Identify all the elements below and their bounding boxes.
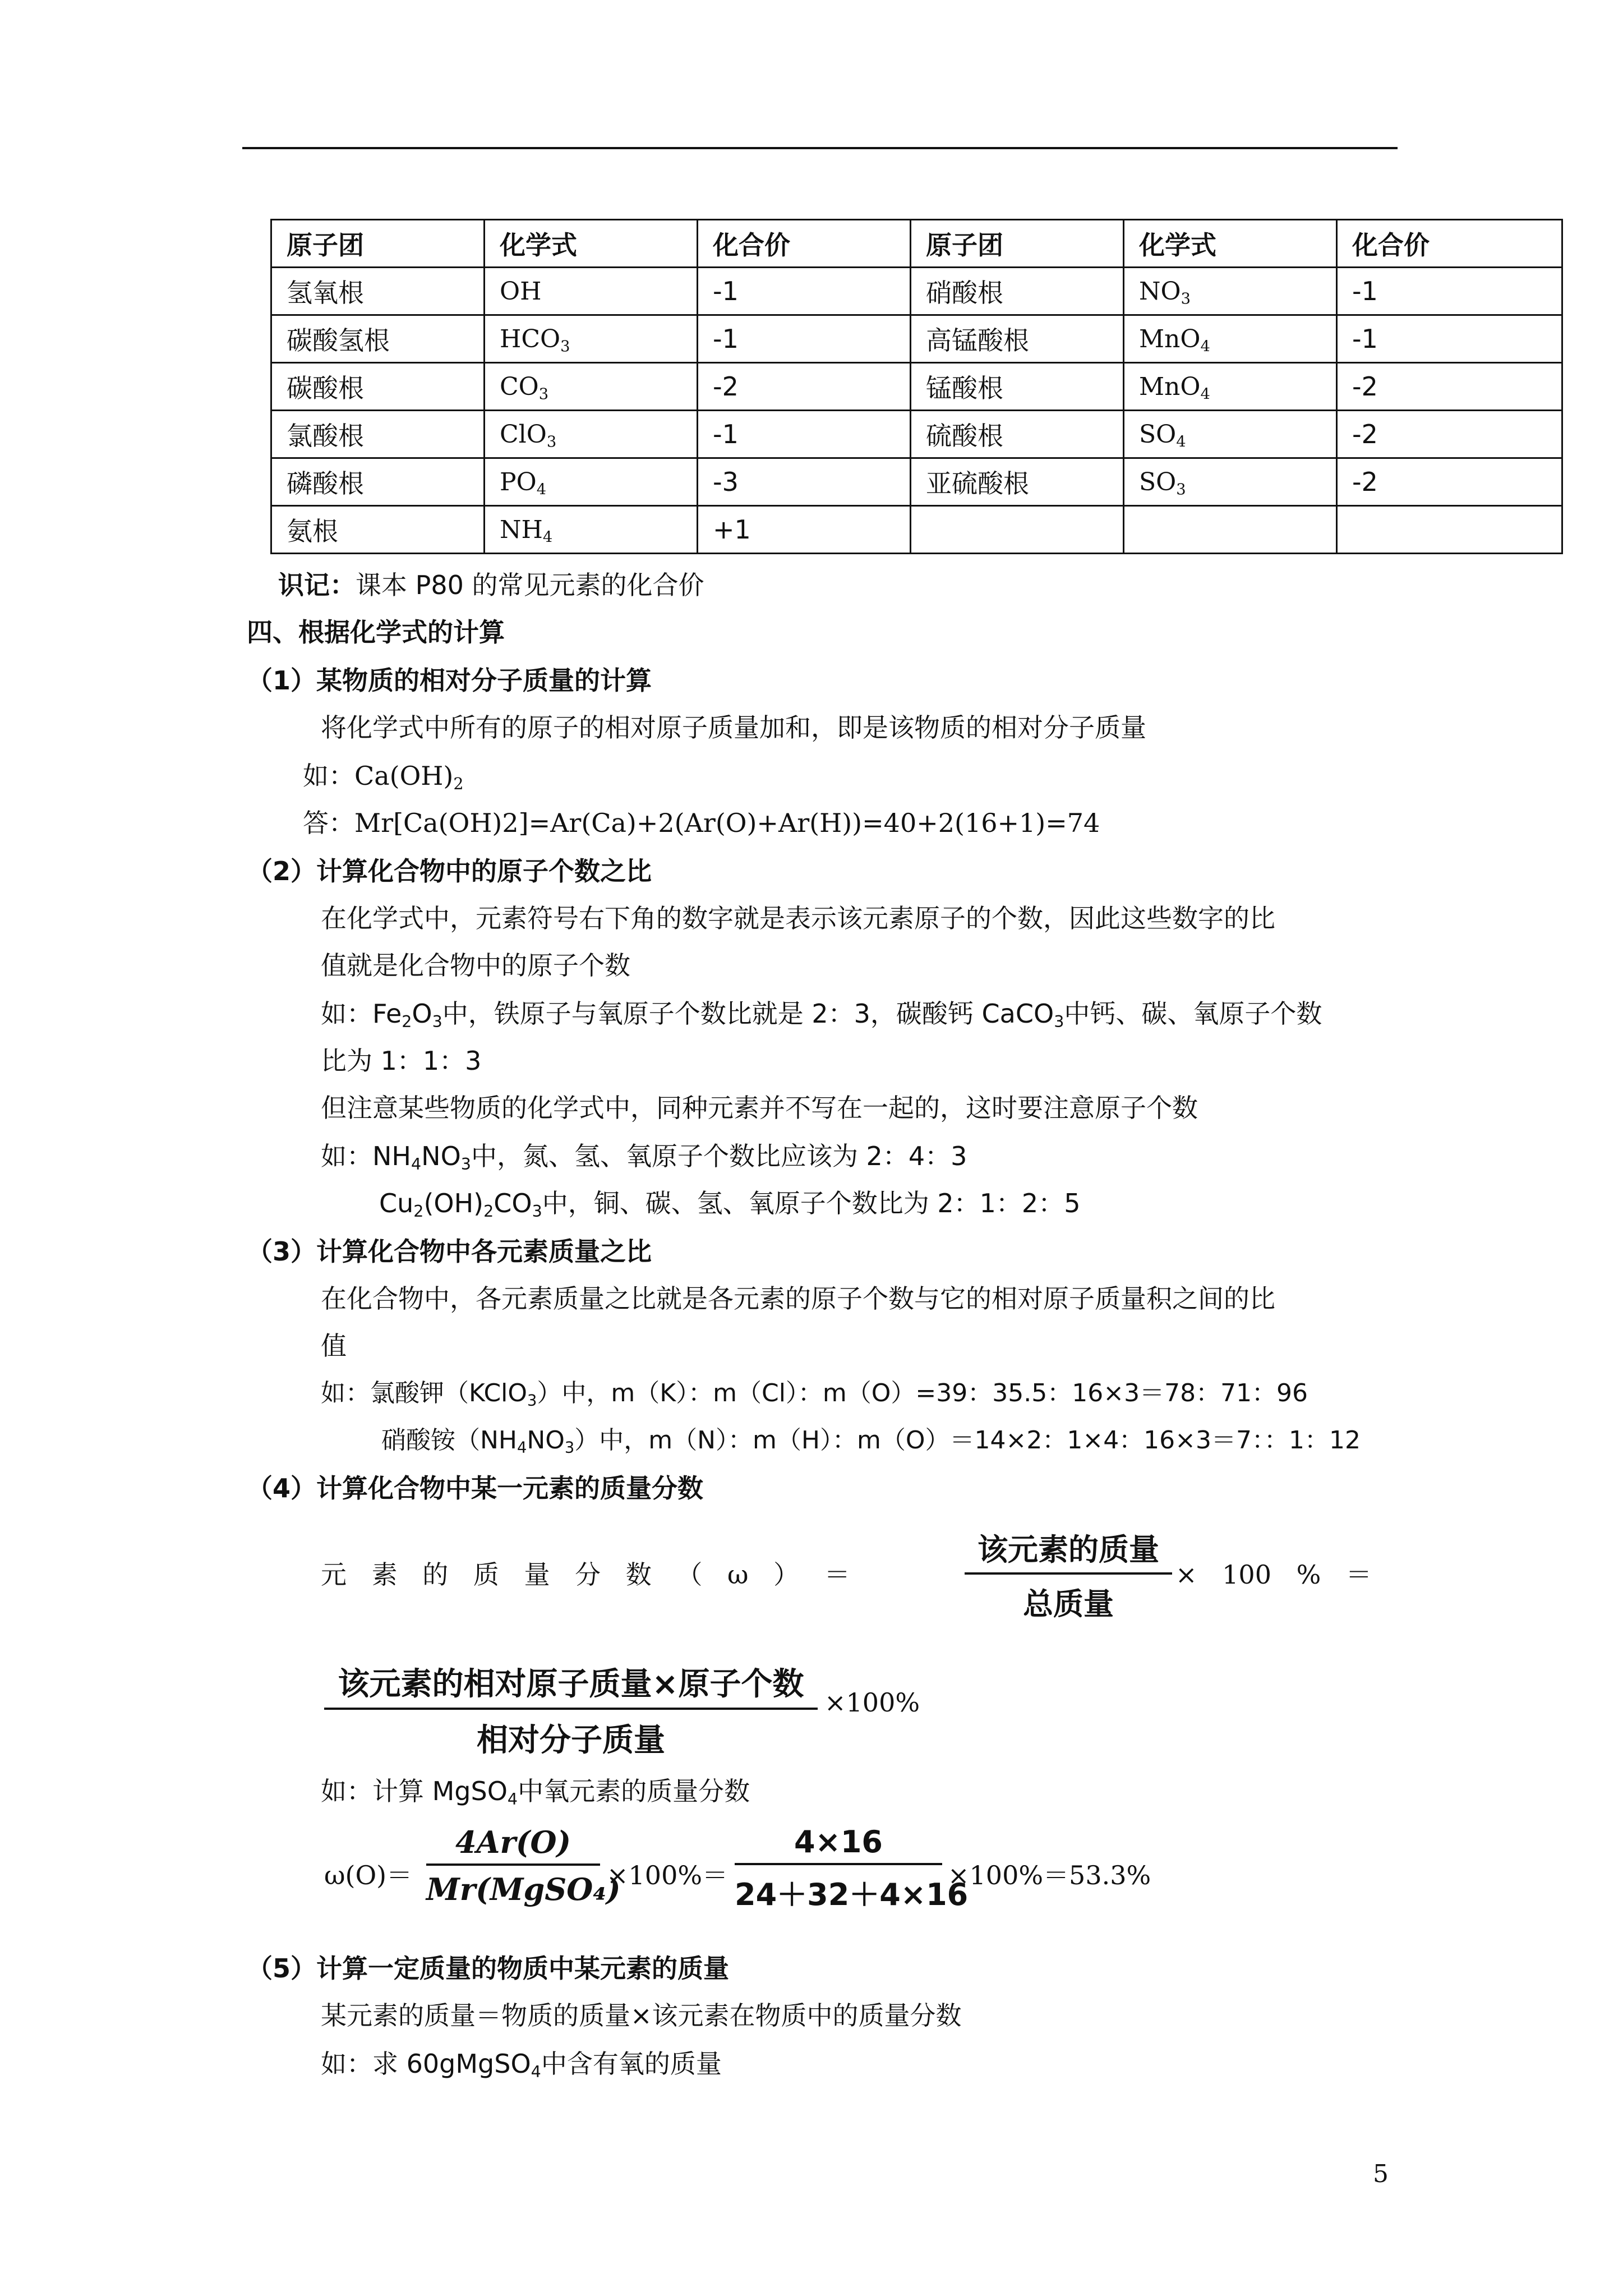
valence-cell: -2 <box>1337 363 1562 411</box>
table-row <box>271 315 1562 363</box>
formula-cell: $NH_4$ <box>485 506 698 554</box>
valence-cell: +1 <box>698 506 911 554</box>
header-cell: 原子团 <box>271 220 485 268</box>
group-name: 硝酸根 <box>911 268 1124 315</box>
table-row <box>271 458 1562 506</box>
paragraph: 值就是化合物中的原子个数 <box>321 950 630 981</box>
example-line: 如：$Fe_2O_3$中，铁原子与氧原子个数比就是 2：3，碳酸钙 CaCO$_3$中钙、碳、氧原子个数 <box>321 999 1322 1031</box>
paragraph: 将化学式中所有的原子的相对原子质量加和，即是该物质的相对分子质量 <box>321 712 1146 743</box>
formula-cell: $NO_3$ <box>1124 268 1337 315</box>
formula-cell: MnO$_4$ <box>1124 363 1337 411</box>
example-line: 如：求 60gMgSO$_4$中含有氧的质量 <box>321 2049 722 2081</box>
formula-cell: $CO_3$ <box>485 363 698 411</box>
valence-cell: -2 <box>1337 458 1562 506</box>
answer-line: 答：Mr[Ca(OH)2]=Ar(Ca)+2(Ar(O)+Ar(H))=40+2(16+1)=74 <box>303 808 1100 838</box>
fraction-numeric: 4×16 24＋32＋4×16 <box>735 1824 969 1912</box>
formula-lhs: 元 素 的 质 量 分 数 （ ω ） ＝ <box>321 1559 850 1590</box>
paragraph: 在化合物中，各元素质量之比就是各元素的原子个数与它的相对原子质量积之间的比 <box>321 1283 1275 1314</box>
paragraph: 但注意某些物质的化学式中，同种元素并不写在一起的，这时要注意原子个数 <box>321 1093 1198 1123</box>
paragraph: 某元素的质量＝物质的质量×该元素在物质中的质量分数 <box>321 2000 962 2031</box>
valence-cell: -2 <box>698 363 911 411</box>
radical-valence-table <box>270 219 1563 554</box>
fraction-element-mass-over-total: 该元素的质量 总质量 <box>965 1526 1172 1623</box>
header-cell: 原子团 <box>911 220 1124 268</box>
group-name <box>911 506 1124 554</box>
group-name: 氯酸根 <box>271 411 485 458</box>
subsection-title: （2）计算化合物中的原子个数之比 <box>247 856 652 886</box>
formula-cell <box>1124 506 1337 554</box>
valence-cell: -2 <box>1337 411 1562 458</box>
valence-cell: -1 <box>698 315 911 363</box>
valence-cell: -3 <box>698 458 911 506</box>
formula-cell: $PO_4$ <box>485 458 698 506</box>
fraction-4ar-over-mr: 4Ar(O) Mr(MgSO₄) <box>426 1824 621 1907</box>
example-line: 硝酸铵$(NH_4NO_3)$中，m（N）：m（H）：m（O）＝14×2：1×4：16×3＝7：：1：12 <box>381 1426 1361 1457</box>
table-row <box>271 411 1562 458</box>
formula-cell: ClO$_3$ <box>485 411 698 458</box>
section-title: 四、根据化学式的计算 <box>247 617 505 647</box>
group-name: 锰酸根 <box>911 363 1124 411</box>
group-name: 高锰酸根 <box>911 315 1124 363</box>
table-header-row <box>271 220 1562 268</box>
formula-cell: $SO_3$ <box>1124 458 1337 506</box>
group-name: 氢氧根 <box>271 268 485 315</box>
page-number: 5 <box>1373 2160 1389 2188</box>
group-name: 氨根 <box>271 506 485 554</box>
example-line: 如：$NH_4NO_3$中，氮、氢、氧原子个数比应该为 2：4：3 <box>321 1141 967 1174</box>
subsection-title: （1）某物质的相对分子质量的计算 <box>247 665 652 696</box>
formula-cell: $SO_4$ <box>1124 411 1337 458</box>
paragraph: 比为 1：1：3 <box>321 1046 482 1076</box>
calc-result: ×100%＝53.3% <box>948 1860 1151 1890</box>
percent-suffix: ×100% <box>824 1687 920 1718</box>
subsection-title: （5）计算一定质量的物质中某元素的质量 <box>247 1953 730 1984</box>
fraction-relative-atomic-mass: 该元素的相对原子质量×原子个数 相对分子质量 <box>324 1659 818 1760</box>
subsection-title: （4）计算化合物中某一元素的质量分数 <box>247 1473 704 1503</box>
group-name: 磷酸根 <box>271 458 485 506</box>
paragraph: 在化学式中，元素符号右下角的数字就是表示该元素原子的个数，因此这些数字的比 <box>321 903 1275 933</box>
example-line: 如：氯酸钾（KClO$_3$）中，m（K）：m（Cl）：m（O）=39：35.5：16×3＝78：71：96 <box>321 1379 1308 1410</box>
paragraph: 值 <box>321 1331 347 1361</box>
header-cell: 化学式 <box>1124 220 1337 268</box>
formula-cell: $HCO_3$ <box>485 315 698 363</box>
calc-mid: ×100%＝ <box>607 1860 728 1890</box>
formula-mid: × 100 % ＝ <box>1175 1559 1372 1590</box>
group-name: 碳酸根 <box>271 363 485 411</box>
memorize-note: 识记：课本 P80 的常见元素的化合价 <box>278 570 704 600</box>
subsection-title: （3）计算化合物中各元素质量之比 <box>247 1236 652 1267</box>
valence-cell: -1 <box>1337 315 1562 363</box>
group-name: 碳酸氢根 <box>271 315 485 363</box>
table-row <box>271 268 1562 315</box>
valence-cell: -1 <box>1337 268 1562 315</box>
example-line: 如：计算 MgSO$_4$中氧元素的质量分数 <box>321 1776 750 1809</box>
header-cell: 化学式 <box>485 220 698 268</box>
table-row <box>271 506 1562 554</box>
header-cell: 化合价 <box>1337 220 1562 268</box>
group-name: 硫酸根 <box>911 411 1124 458</box>
formula-cell: MnO$_4$ <box>1124 315 1337 363</box>
calc-lhs: ω(O)＝ <box>324 1860 413 1890</box>
group-name: 亚硫酸根 <box>911 458 1124 506</box>
valence-cell: -1 <box>698 268 911 315</box>
header-cell: 化合价 <box>698 220 911 268</box>
formula-cell: OH <box>485 268 698 315</box>
table-row <box>271 363 1562 411</box>
example-line: $Cu_2(OH)_2CO_3$中，铜、碳、氢、氧原子个数比为 2：1：2：5 <box>379 1188 1081 1221</box>
example-line: 如：$Ca(OH)_2$ <box>303 761 464 793</box>
valence-cell: -1 <box>698 411 911 458</box>
valence-cell <box>1337 506 1562 554</box>
header-rule <box>242 147 1398 149</box>
